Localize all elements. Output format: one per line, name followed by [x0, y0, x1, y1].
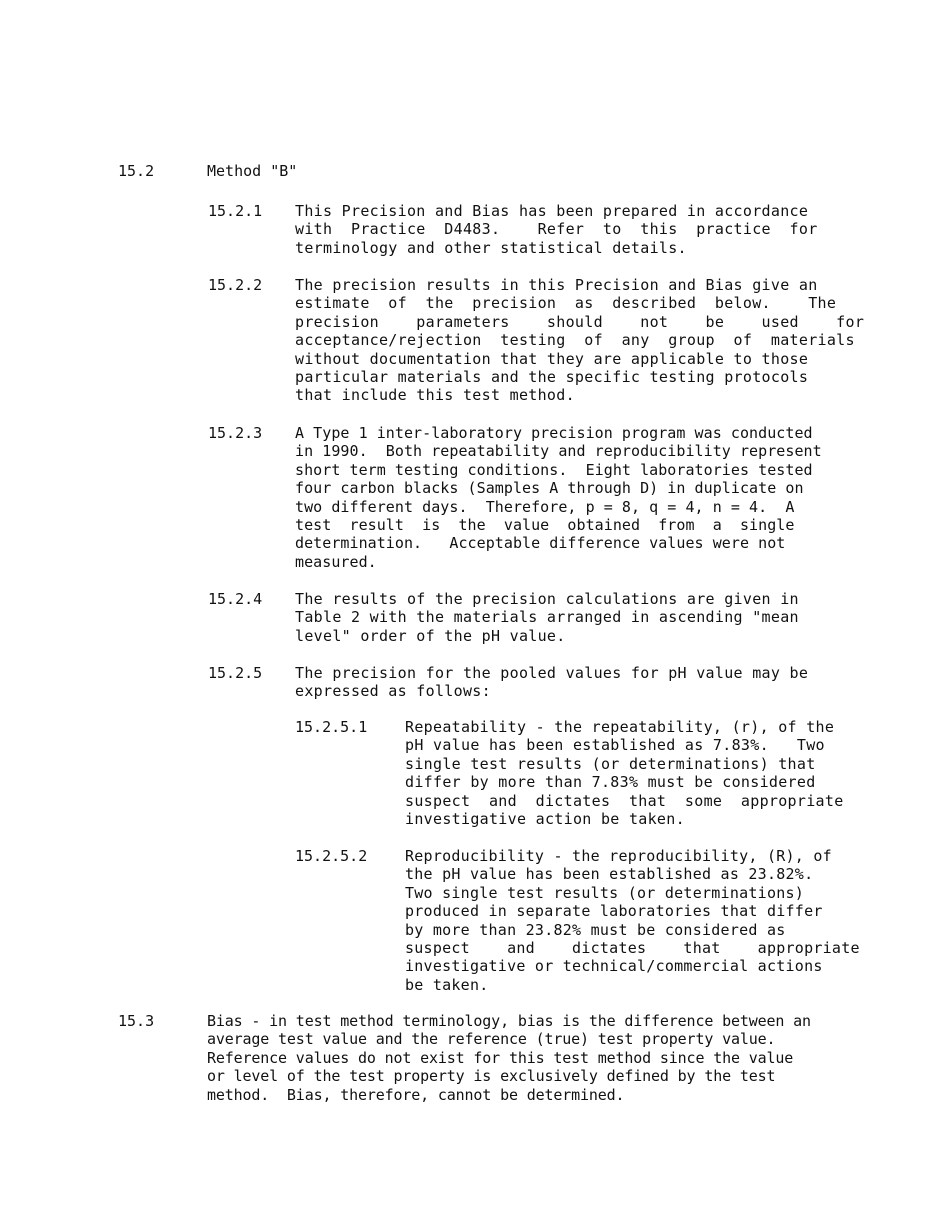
paragraph-text: The results of the precision calculations are given in Table 2 with the materials arranged in ascending "mean level" order of the pH value.: [295, 590, 799, 645]
paragraph-number: 15.2.5: [208, 664, 263, 682]
paragraph-text: A Type 1 inter-laboratory precision program was conducted in 1990. Both repeatability and reproducibility represent short term testing conditions. Eight laboratories tested four carbon blacks (Samples A through D) in duplicate on two different days. Therefore, p = 8, q = 4, n = 4. A test result is the value obtained from a single determination. Acceptable difference values were not measured.: [295, 424, 822, 571]
paragraph-15-2-5: [208, 664, 808, 701]
paragraph-15-2-4: [208, 590, 799, 645]
paragraph-15-2-5-1: [295, 718, 844, 828]
section-text: Bias - in test method terminology, bias is the difference between an average test value and the reference (true) test property value. Reference values do not exist for this test method since the value or level of the test property is exclusively defined by the test method. Bias, therefore, cannot be determined.: [207, 1012, 811, 1104]
paragraph-number: 15.2.5.2: [295, 847, 368, 865]
section-number: 15.2: [118, 162, 155, 180]
paragraph-15-2-5-2: [295, 847, 860, 994]
paragraph-15-2-1: [208, 202, 818, 257]
paragraph-number: 15.2.2: [208, 276, 263, 294]
paragraph-text: Reproducibility - the reproducibility, (R), of the pH value has been established as 23.82%. Two single test results (or determinations) produced in separate laboratories that differ by more than 23.82% must be considered as suspect and dictates that appropriate investigative or technical/commercial actions be taken.: [405, 847, 860, 994]
section-15-3-bias: [118, 1012, 811, 1104]
paragraph-15-2-2: [208, 276, 864, 405]
paragraph-text: This Precision and Bias has been prepared in accordance with Practice D4483. Refer to this practice for terminology and other statistical details.: [295, 202, 818, 257]
paragraph-number: 15.2.3: [208, 424, 263, 442]
section-title: Method "B": [207, 162, 298, 180]
paragraph-number: 15.2.1: [208, 202, 263, 220]
paragraph-text: Repeatability - the repeatability, (r), of the pH value has been established as 7.83%. Two single test results (or determinations) that differ by more than 7.83% must be considered suspect and dictates that some appropriate investigative action be taken.: [405, 718, 844, 829]
paragraph-text: The precision results in this Precision and Bias give an estimate of the precision as described below. The precision parameters should not be used for acceptance/rejection testing of any group of materials without documentation that they are applicable to those particular materials and the specific testing protocols that include this test method.: [295, 276, 865, 405]
paragraph-15-2-3: [208, 424, 822, 571]
paragraph-number: 15.2.4: [208, 590, 263, 608]
paragraph-number: 15.2.5.1: [295, 718, 368, 736]
section-15-2-heading: [118, 162, 297, 180]
section-number: 15.3: [118, 1012, 155, 1030]
paragraph-text: The precision for the pooled values for pH value may be expressed as follows:: [295, 664, 809, 701]
